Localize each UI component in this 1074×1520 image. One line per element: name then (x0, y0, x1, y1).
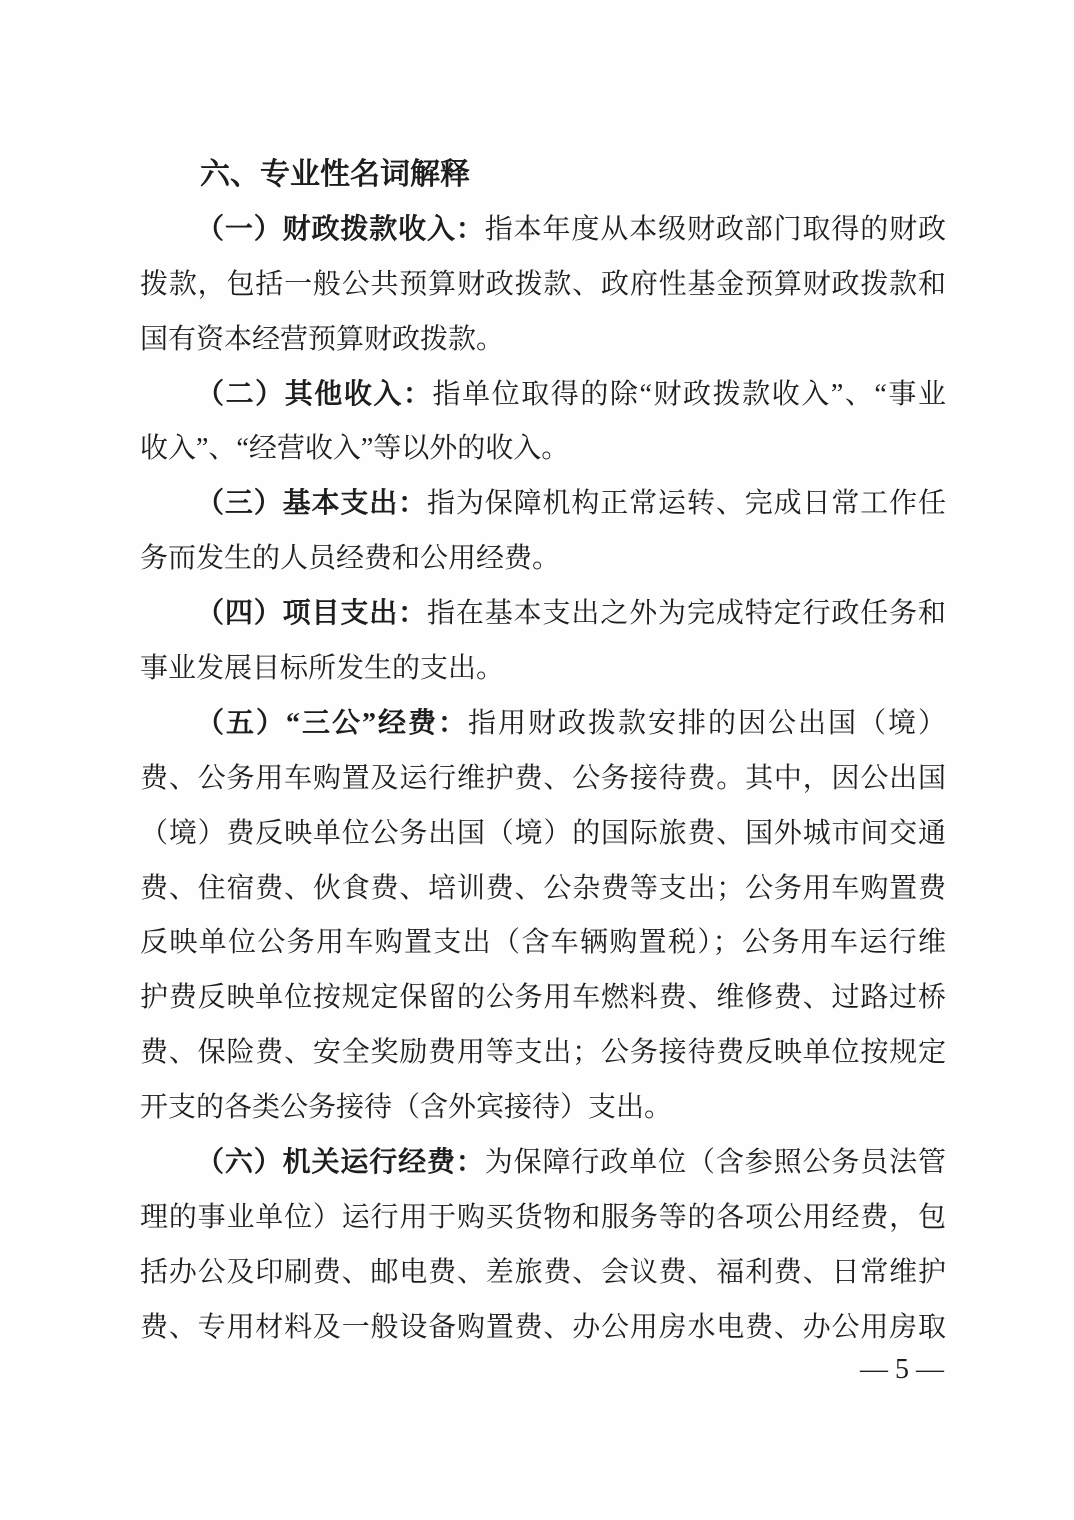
page-number: — 5 — (860, 1354, 944, 1385)
text-line: 收入”、“经营收入”等以外的收入。 (140, 433, 570, 465)
text-line (140, 477, 946, 532)
text-line: 开支的各类公务接待（含外宾接待）支出。 (140, 1092, 673, 1124)
text-line: 护费反映单位按规定保留的公务用车燃料费、维修费、过路过桥 (140, 982, 946, 1014)
term-label: （三）基本支出： (196, 488, 428, 520)
text-line (140, 697, 946, 752)
text-line: （境）费反映单位公务出国（境）的国际旅费、国外城市间交通 (140, 817, 946, 849)
term-label: （五）“三公”经费： (196, 707, 468, 739)
text-line: 事业发展目标所发生的支出。 (140, 653, 505, 685)
line-text: 指本年度从本级财政部门取得的财政 (484, 213, 946, 245)
text-line (140, 1136, 946, 1191)
text-line (140, 368, 946, 423)
text-line: 理的事业单位）运行用于购买货物和服务等的各项公用经费，包 (140, 1201, 946, 1233)
definition-paragraph-5 (140, 697, 946, 1136)
definition-paragraph-1 (140, 203, 946, 368)
definition-paragraph-2 (140, 368, 946, 478)
text-line: 括办公及印刷费、邮电费、差旅费、会议费、福利费、日常维护 (140, 1256, 946, 1288)
text-line: 费、公务用车购置及运行维护费、公务接待费。其中，因公出国 (140, 762, 946, 794)
term-label: （四）项目支出： (196, 598, 428, 630)
text-line: 务而发生的人员经费和公用经费。 (140, 543, 561, 575)
text-line: 费、专用材料及一般设备购置费、办公用房水电费、办公用房取 (140, 1311, 946, 1343)
line-text: 指用财政拨款安排的因公出国（境） (468, 707, 946, 739)
text-line: 反映单位公务用车购置支出（含车辆购置税）；公务用车运行维 (140, 927, 946, 959)
line-text: 指单位取得的除“财政拨款收入”、“事业 (432, 378, 946, 410)
line-text: 指为保障机构正常运转、完成日常工作任 (427, 488, 946, 520)
definition-paragraph-4 (140, 587, 946, 697)
text-line: 拨款，包括一般公共预算财政拨款、政府性基金预算财政拨款和 (140, 268, 946, 300)
text-line: 费、住宿费、伙食费、培训费、公杂费等支出；公务用车购置费 (140, 872, 946, 904)
line-text: 指在基本支出之外为完成特定行政任务和 (427, 598, 946, 630)
definition-paragraph-6 (140, 1136, 946, 1356)
text-line (140, 587, 946, 642)
section-heading: 六、专业性名词解释 (200, 158, 470, 191)
term-label: （一）财政拨款收入： (196, 213, 485, 245)
text-line: 国有资本经营预算财政拨款。 (140, 323, 505, 355)
term-label: （六）机关运行经费： (196, 1147, 485, 1179)
line-text: 为保障行政单位（含参照公务员法管 (484, 1147, 946, 1179)
document-body (140, 148, 946, 1356)
text-line (140, 203, 946, 258)
definition-paragraph-3 (140, 477, 946, 587)
text-line: 费、保险费、安全奖励费用等支出；公务接待费反映单位按规定 (140, 1037, 946, 1069)
term-label: （二）其他收入： (196, 378, 433, 410)
